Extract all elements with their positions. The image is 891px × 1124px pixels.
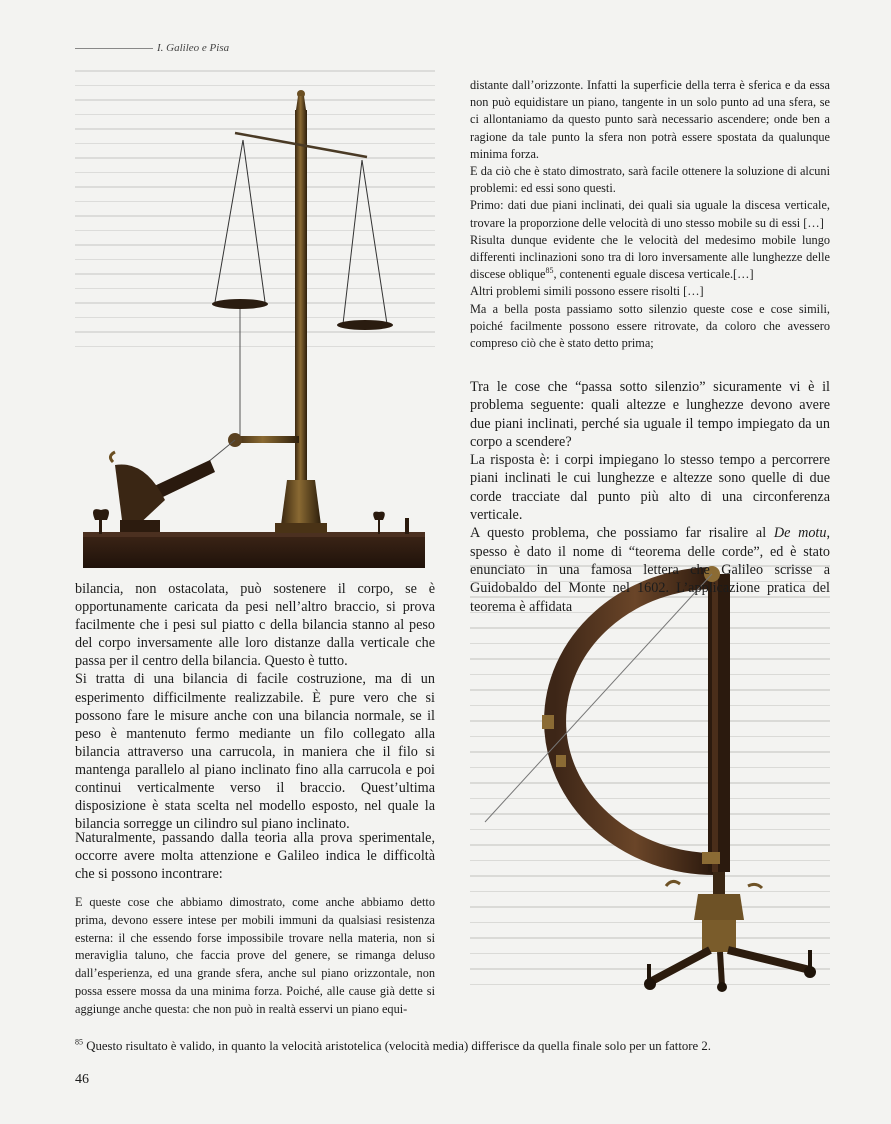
right-quote-block — [470, 77, 830, 352]
left-body-text — [75, 580, 435, 833]
quote-paragraph: E queste cose che abbiamo dimostrato, come anche abbiamo detto prima, devono essere intese per mobili immuni da qualsiasi resistenza esterna: il che essendo forse impossibile trovare nella materia, non si meraviglia taluno, che faccia prove del genere, se rimanga deluso dall’esperienza, ed una grande sfera, anche sul piano orizzontale, non possa essere mossa da una minima forza. Poiché, alle cause già dette si aggiunge anche questa: che non può in realtà esservi un piano equi- — [75, 895, 435, 1016]
quote-paragraph: Ma a bella posta passiamo sotto silenzio queste cose e cose simili, poiché facilmente possono essere ritrovate, da coloro che avessero compreso ciò che è stato detto prima; — [470, 301, 830, 351]
chords-instrument-photo — [470, 560, 840, 1000]
body-paragraph: La risposta è: i corpi impiegano lo stesso tempo a percorrere piani inclinati le cui lunghezze e altezze sono quelle di due corde tracciate dal punto più alto di una circonferenza verticale. — [470, 452, 830, 524]
footnote: $^{85}$ Questo risultato è valido, in quanto la velocità aristotelica (velocità media) differisce da quella finale solo per un fattore 2. — [75, 1037, 712, 1053]
quote-paragraph: distante dall’orizzonte. Infatti la superficie della terra è sferica e da essa non può equidistare un piano, tangente in un solo punto ad una sfera, se ci allontaniamo da questo punto sarà necessario ascendere; onde ben a ragione da tale punto la sfera non potrà essere spostata da qualunque minima forza. — [470, 78, 830, 161]
body-paragraph: Tra le cose che “passa sotto silenzio” sicuramente vi è il problema seguente: quali altezze e lunghezze devono avere due piani inclinati, perché sia uguale il tempo impiegato da un corpo a scendere? — [470, 379, 830, 450]
quote-paragraph: Primo: dati due piani inclinati, dei quali sia uguale la discesa verticale, trovare la proporzione delle velocità di uno stesso mobile su di essi […] — [470, 198, 830, 230]
balance-instrument-photo — [75, 80, 435, 575]
running-head: I. Galileo e Pisa — [75, 42, 229, 54]
quote-paragraph: Risulta dunque evidente che le velocità del medesimo mobile lungo differenti inclinazioni sono tra di loro inversamente alle lunghezze delle discese oblique$^{85}$, contenenti eguale discesa verticale.[…] — [470, 232, 830, 282]
body-paragraph: A questo problema, che possiamo far risalire al De motu, spesso è dato il nome di “teorema delle corde”, ed è stato enunciato in una famosa lettera che Galileo scrisse a Guidobaldo del Monte nel 1602. L’applicazione pratica del teorema è affidata — [470, 525, 831, 615]
quote-paragraph: Altri problemi simili possono essere risolti […] — [470, 284, 704, 299]
page-number: 46 — [75, 1072, 89, 1087]
left-quote-block — [75, 894, 435, 1019]
quote-paragraph: E da ciò che è stato dimostrato, sarà facile ottenere la soluzione di alcuni problemi: ed essi sono questi. — [470, 164, 830, 196]
body-paragraph: Si tratta di una bilancia di facile costruzione, ma di un esperimento difficilmente realizzabile. È pure vero che si possono fare le misure anche con una bilancia normale, se il peso è mantenuto fermo mediante un filo collegato alla bilancia attraverso una carrucola, in maniera che il filo si mantenga parallelo al piano inclinato fino alla carrucola e poi continui verticalmente verso il braccio. Quest’ultima disposizione è stata scelta nel modello esposto, nel quale la bilancia sorregge un cilindro sul piano inclinato. — [75, 671, 435, 833]
italic-title: De motu — [773, 525, 827, 542]
body-paragraph: Naturalmente, passando dalla teoria alla prova sperimentale, occorre avere molta attenzione e Galileo indica le difficoltà che si possono incontrare: — [75, 830, 435, 883]
footnote-number: 85 — [75, 1037, 83, 1047]
footnote-ref[interactable]: 85 — [545, 266, 554, 276]
body-paragraph: bilancia, non ostacolata, può sostenere il corpo, se è opportunamente caricata da pesi nell’altro braccio, si prova facilmente che i pesi sul piatto c della bilancia stanno al peso del corpo inversamente alle loro distanze dalla verticale che passa per il centro della bilancia. Questo è tutto. — [75, 581, 435, 670]
header-rule — [75, 48, 153, 49]
left-body-text-2 — [75, 829, 435, 883]
right-body-text — [470, 378, 830, 616]
